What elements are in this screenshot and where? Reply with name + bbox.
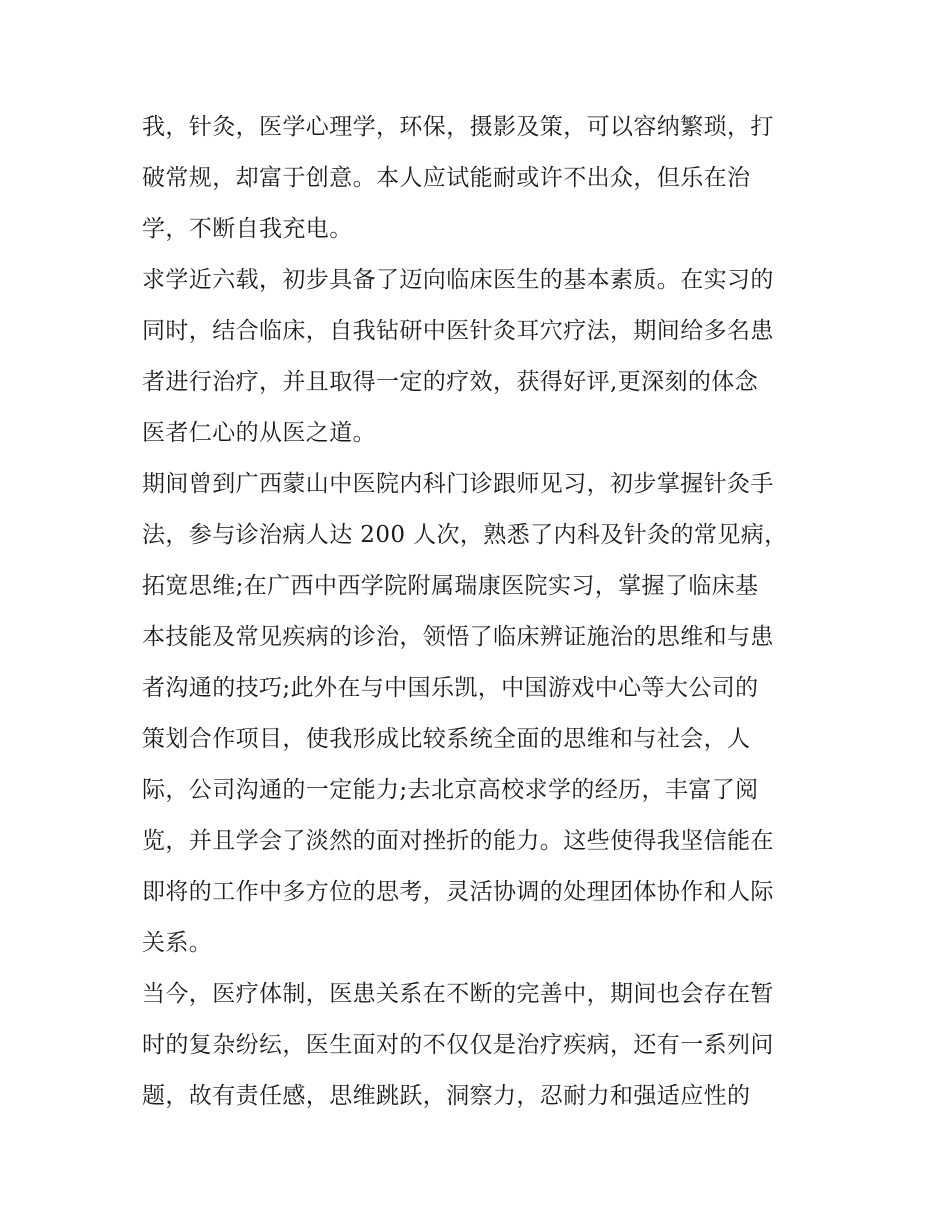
text-line: 者进行治疗，并且取得一定的疗效，获得好评,更深刻的体念	[142, 369, 759, 395]
text-line: 时的复杂纷纭，医生面对的不仅仅是治疗疾病，还有一系列问	[142, 1032, 774, 1058]
text-line: 策划合作项目，使我形成比较系统全面的思维和与社会，人	[142, 726, 751, 752]
text-line: 同时，结合临床，自我钻研中医针灸耳穴疗法，期间给多名患	[142, 318, 774, 344]
text-line: 期间曾到广西蒙山中医院内科门诊跟师见习，初步掌握针灸手	[142, 471, 774, 497]
text-line: 拓宽思维;在广西中西学院附属瑞康医院实习，掌握了临床基	[142, 573, 759, 599]
paragraph-1	[142, 102, 814, 255]
text-line: 者沟通的技巧;此外在与中国乐凯，中国游戏中心等大公司的	[142, 675, 759, 701]
text-line: 我，针灸，医学心理学，环保，摄影及策，可以容纳繁琐，打	[142, 114, 774, 140]
text-line: 医者仁心的从医之道。	[142, 420, 376, 446]
text-line: 学，不断自我充电。	[142, 216, 353, 242]
document-body	[142, 102, 814, 1122]
paragraph-2	[142, 255, 814, 459]
text-line: 题，故有责任感，思维跳跃，洞察力，忍耐力和强适应性的	[142, 1083, 751, 1109]
paragraph-3	[142, 459, 814, 969]
text-line: 览，并且学会了淡然的面对挫折的能力。这些使得我坚信能在	[142, 828, 774, 854]
text-line: 本技能及常见疾病的诊治，领悟了临床辨证施治的思维和与患	[142, 624, 774, 650]
text-line: 求学近六载，初步具备了迈向临床医生的基本素质。在实习的	[142, 267, 774, 293]
text-line: 破常规，却富于创意。本人应试能耐或许不出众，但乐在治	[142, 165, 751, 191]
paragraph-4	[142, 969, 814, 1122]
text-line: 关系。	[142, 930, 213, 956]
text-line: 法，参与诊治病人达 200 人次，熟悉了内科及针灸的常见病，	[142, 522, 788, 548]
text-line: 即将的工作中多方位的思考，灵活协调的处理团体协作和人际	[142, 879, 774, 905]
text-line: 际，公司沟通的一定能力;去北京高校求学的经历，丰富了阅	[142, 777, 759, 803]
text-line: 当今，医疗体制，医患关系在不断的完善中，期间也会存在暂	[142, 981, 774, 1007]
